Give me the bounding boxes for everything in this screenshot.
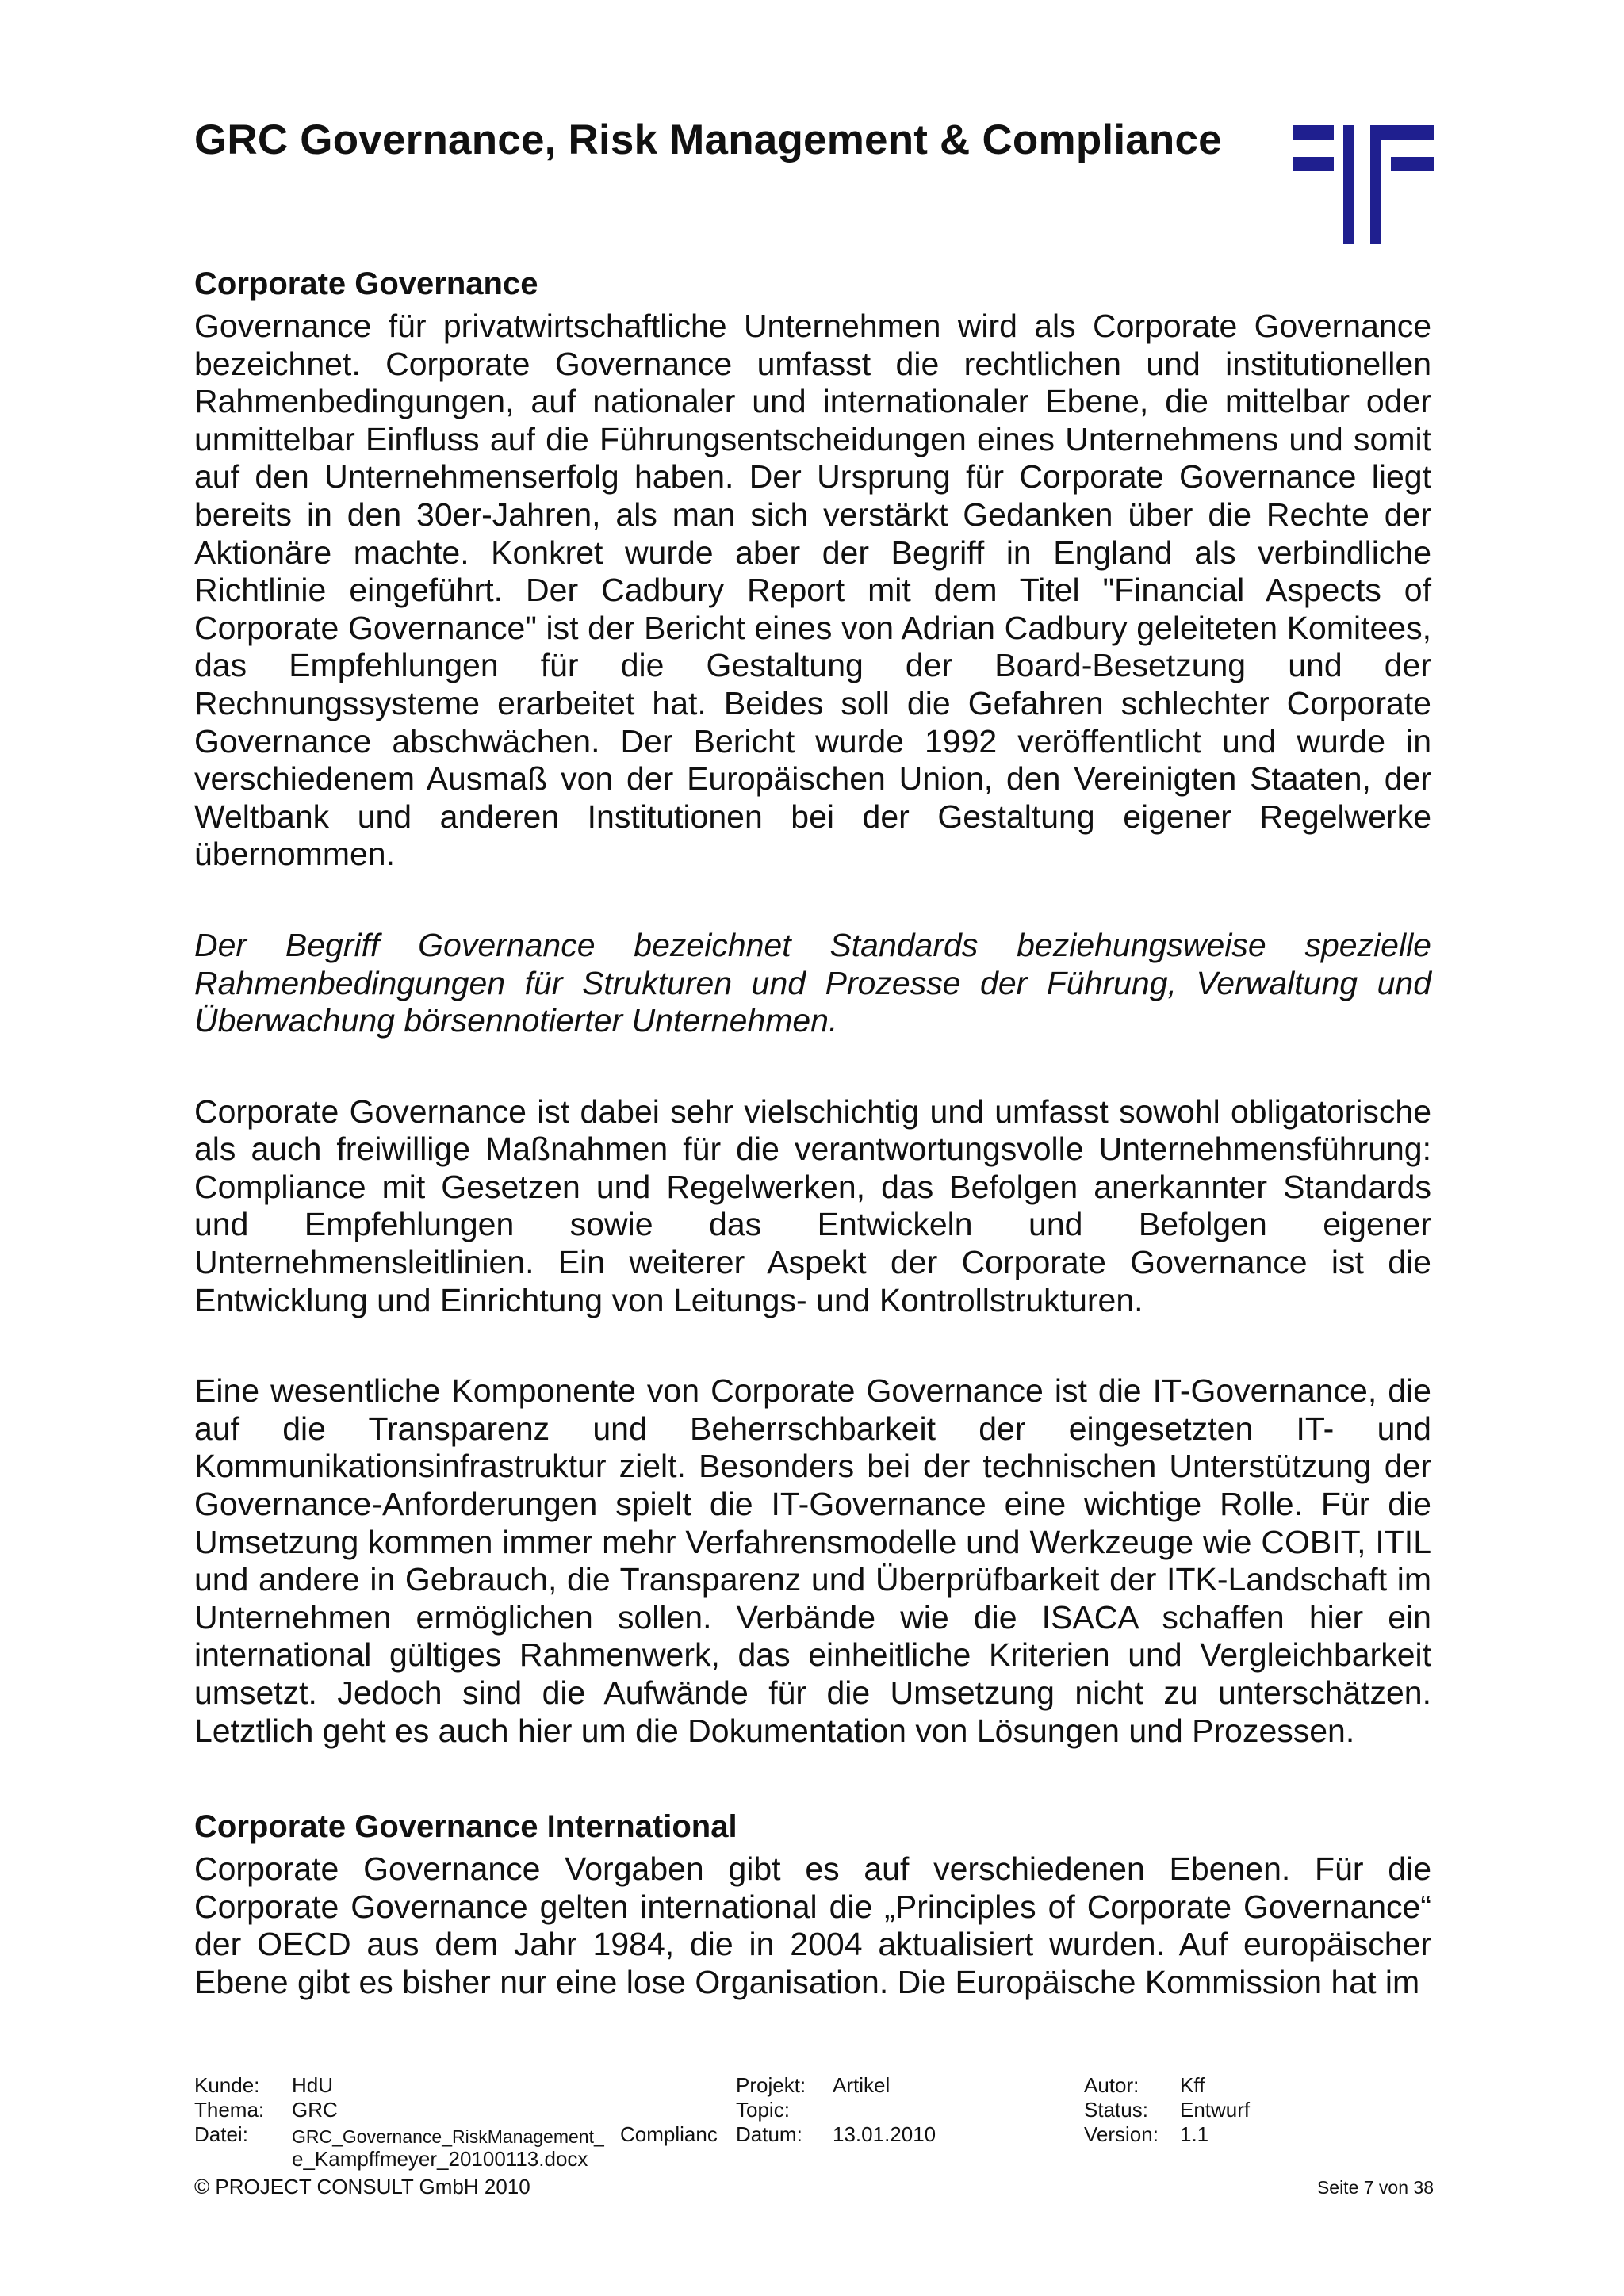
footer-value: Entwurf [1180,2098,1251,2122]
footer-label: Projekt: [736,2073,806,2097]
italic-paragraph: Der Begriff Governance bezeichnet Standards beziehungsweise spezielle Rahmenbedingungen für Strukturen und Prozesse der Führung, Verwaltung und Überwachung börsennotierter Unternehmen. [194,926,1431,1039]
body-paragraph: Corporate Governance ist dabei sehr vielschichtig und umfasst sowohl obligatorische als auch freiwillige Maßnahmen für die verantwortungsvolle Unternehmensführung: Compliance mit Gesetzen und Regelwerken, das Befolgen anerkannter Standards und Empfehlungen sowie das Entwickeln und Befolgen eigener Unternehmensleitlinien. Ein weiterer Aspekt der Corporate Governance ist die Entwicklung und Einrichtung von Leitungs- und Kontrollstrukturen. [194,1093,1431,1318]
footer-value: Complianc [620,2122,718,2146]
footer-value: HdU [292,2073,334,2097]
page-number: Seite 7 von 38 [1316,2177,1434,2198]
page-footer [194,2073,1435,2172]
section-heading: Corporate Governance [194,266,538,301]
section-heading: Corporate Governance International [194,1809,737,1845]
footer-label: Kunde: [194,2073,260,2097]
footer-value: 1.1 [1180,2122,1209,2146]
page-title: GRC Governance, Risk Management & Compliance [194,117,1222,163]
document-body [194,260,1431,2002]
footer-label: Thema: [194,2098,265,2122]
footer-label: Version: [1084,2122,1159,2146]
footer-value: GRC [292,2098,338,2122]
footer-label: Datum: [736,2122,802,2146]
body-paragraph: Corporate Governance Vorgaben gibt es auf verschiedenen Ebenen. Für die Corporate Governance gelten international die „Principles of Corporate Governance“ der OECD aus dem Jahr 1984, die in 2004 aktualisiert wurden. Auf europäischer Ebene gibt es bisher nur eine lose Organisation. Die Europäische Kommission hat im [194,1850,1431,2000]
footer-label: Datei: [194,2122,248,2146]
footer-value: 13.01.2010 [833,2122,936,2146]
footer-value: Kff [1180,2073,1205,2097]
body-paragraph: Eine wesentliche Komponente von Corporate Governance ist die IT-Governance, die auf die Transparenz und Beherrschbarkeit der eingesetzten IT- und Kommunikationsinfrastruktur zielt. Besonders bei der technischen Unterstützung der Governance-Anforderungen spielt die IT-Governance eine wichtige Rolle. Für die Umsetzung kommen immer mehr Verfahrensmodelle und Werkzeuge wie COBIT, ITIL und andere in Gebrauch, die Transparenz und Überprüfbarkeit der ITK-Landschaft im Unternehmen ermöglichen sollen. Verbände wie die ISACA schaffen hier ein international gültiges Rahmenwerk, das einheitliche Kriterien und Vergleichbarkeit umsetzt. Jedoch sind die Aufwände für die Umsetzung nicht zu unterschätzen. Letztlich geht es auch hier um die Dokumentation von Lösungen und Prozessen. [194,1372,1431,1749]
footer-value: GRC_Governance_RiskManagement_ [292,2126,604,2147]
copyright: © PROJECT CONSULT GmbH 2010 [194,2175,530,2198]
footer-value: Artikel [833,2073,891,2097]
body-paragraph: Governance für privatwirtschaftliche Unternehmen wird als Corporate Governance bezeichnet. Corporate Governance umfasst die rechtlichen und institutionellen Rahmenbedingungen, auf nationaler und internationaler Ebene, die mittelbar oder unmittelbar Einfluss auf die Führungsentscheidungen eines Unternehmens und somit auf den Unternehmenserfolg haben. Der Ursprung für Corporate Governance liegt bereits in den 30er-Jahren, als man sich verstärkt Gedanken über die Rechte der Aktionäre machte. Konkret wurde aber der Begriff in England als verbindliche Richtlinie eingeführt. Der Cadbury Report mit dem Titel "Financial Aspects of Corporate Governance" ist der Bericht eines von Adrian Cadbury geleiteten Komitees, das Empfehlungen für die Gestaltung der Board-Besetzung und der Rechnungssysteme erarbeitet hat. Beides soll die Gefahren schlechter Corporate Governance abschwächen. Der Bericht wurde 1992 veröffentlicht und wurde in verschiedenem Ausmaß von der Europäischen Union, den Vereinigten Staaten, der Weltbank und anderen Institutionen bei der Gestaltung eigener Regelwerke übernommen. [194,308,1431,873]
company-logo-icon [1293,125,1434,244]
footer-label: Topic: [736,2098,790,2122]
footer-label: Status: [1084,2098,1148,2122]
footer-label: Autor: [1084,2073,1139,2097]
footer-value: e_Kampffmeyer_20100113.docx [292,2147,588,2171]
